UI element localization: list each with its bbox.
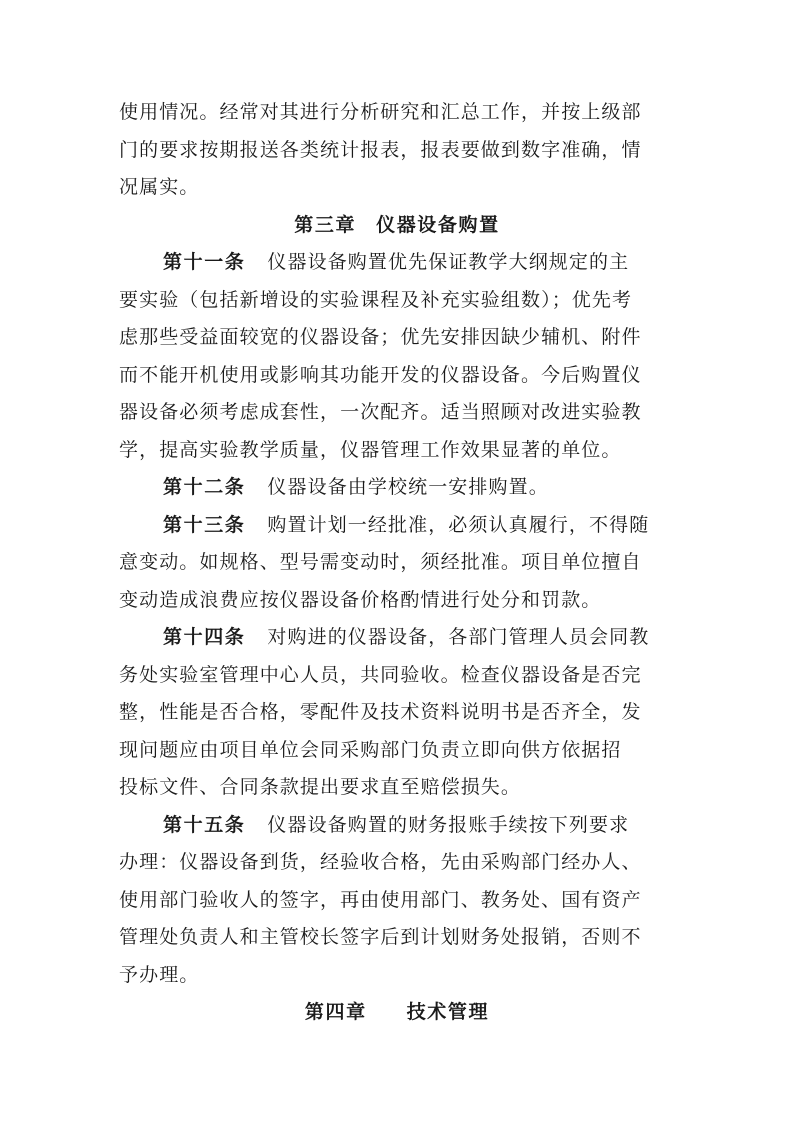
body-line: 管理处负责人和主管校长签字后到计划财务处报销，否则不 (119, 926, 642, 948)
body-line: 要实验（包括新增设的实验课程及补充实验组数）；优先考 (119, 288, 633, 311)
body-line: 整，性能是否合格，零配件及技术资料说明书是否齐全，发 (119, 701, 642, 723)
body-line: 意变动。如规格、型号需变动时，须经批准。项目单位擅自 (119, 551, 642, 573)
chapter-3-heading (119, 207, 675, 245)
article-text: 仪器设备购置优先保证教学大纲规定的主 (267, 251, 630, 273)
body-line: 办理：仪器设备到货，经验收合格，先由采购部门经办人、 (119, 851, 642, 873)
article-label: 第十四条 (163, 626, 246, 648)
body-line: 虑那些受益面较宽的仪器设备；优先安排因缺少辅机、附件 (119, 326, 642, 348)
body-line: 而不能开机使用或影响其功能开发的仪器设备。今后购置仪 (119, 363, 642, 386)
chapter-number: 第四章 (304, 1001, 367, 1023)
body-line: 务处实验室管理中心人员，共同验收。检查仪器设备是否完 (119, 663, 642, 686)
body-line: 使用情况。经常对其进行分析研究和汇总工作，并按上级部 (119, 101, 642, 123)
article-12-first-line (119, 469, 675, 507)
article-14-first-line (119, 619, 675, 657)
body-line: 器设备必须考虑成套性，一次配齐。适当照顾对改进实验教 (119, 401, 642, 423)
body-line: 变动造成浪费应按仪器设备价格酌情进行处分和罚款。 (119, 588, 602, 611)
article-15-first-line (119, 807, 675, 845)
article-label: 第十一条 (163, 251, 246, 273)
body-line: 现问题应由项目单位会同采购部门负责立即向供方依据招 (119, 738, 622, 761)
body-line: 门的要求按期报送各类统计报表，报表要做到数字准确，情 (119, 138, 642, 161)
body-line: 学，提高实验教学质量，仪器管理工作效果显著的单位。 (119, 438, 622, 461)
chapter-title: 技术管理 (406, 1001, 490, 1023)
body-line: 予办理。 (119, 963, 200, 986)
chapter-title: 仪器设备购置 (376, 213, 500, 236)
article-text: 仪器设备由学校统一安排购置。 (267, 476, 549, 498)
article-text: 对购进的仪器设备，各部门管理人员会同教 (267, 626, 650, 648)
document-page (119, 94, 675, 1032)
article-label: 第十五条 (163, 813, 246, 836)
body-line: 投标文件、合同条款提出要求直至赔偿损失。 (119, 776, 522, 798)
article-13-first-line (119, 507, 675, 545)
chapter-4-heading (119, 994, 675, 1032)
article-text: 购置计划一经批准，必须认真履行，不得随 (267, 513, 650, 536)
article-label: 第十三条 (163, 513, 246, 536)
body-line: 况属实。 (119, 176, 200, 198)
article-label: 第十二条 (163, 476, 246, 498)
body-line: 使用部门验收人的签字，再由使用部门、教务处、国有资产 (119, 888, 642, 911)
article-11-first-line (119, 244, 675, 282)
article-text: 仪器设备购置的财务报账手续按下列要求 (267, 813, 630, 836)
chapter-number: 第三章 (294, 213, 357, 236)
